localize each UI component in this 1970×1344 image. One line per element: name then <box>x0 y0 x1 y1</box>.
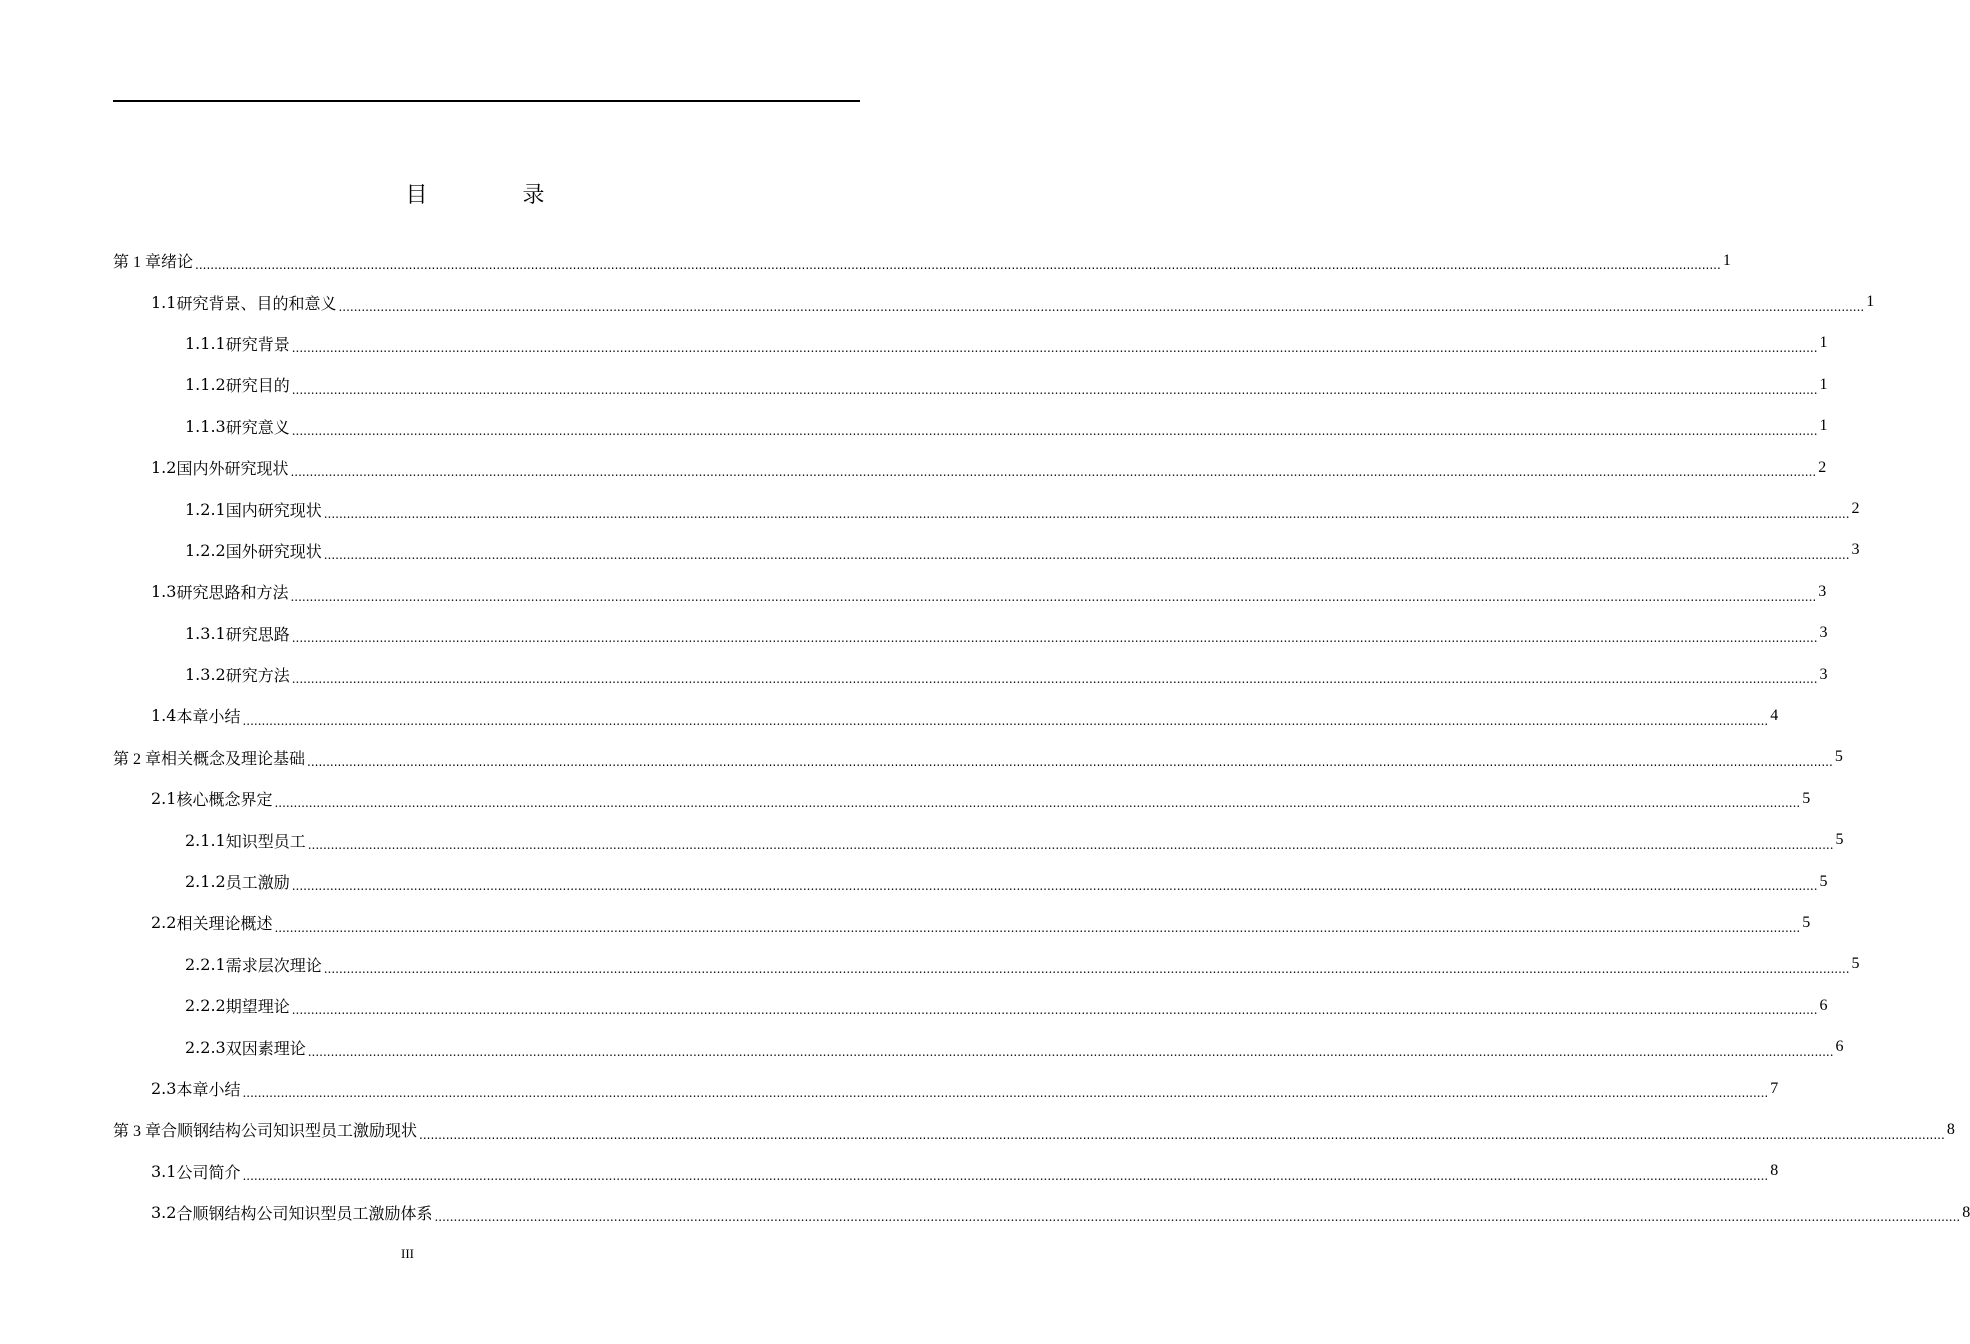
toc-entry-number: 1.2.2 <box>185 540 226 560</box>
toc-entry-page: 1 <box>1722 251 1731 269</box>
toc-entry[interactable] <box>113 406 1828 447</box>
toc-entry-number: 2.3 <box>151 1079 177 1098</box>
toc-entry-number: 第 3 章 <box>113 1123 162 1141</box>
toc-entry-label: 研究意义 <box>225 417 290 437</box>
toc-entry-page: 5 <box>1802 789 1811 807</box>
toc-entry-page: 2 <box>1818 458 1827 476</box>
toc-leader-dots: ................................................................................................................................................................................................................................................................................................................................................................................................................ <box>434 1210 1961 1225</box>
toc-entry[interactable] <box>113 944 1860 985</box>
toc-entry-number: 1.4 <box>151 706 177 726</box>
toc-entry-page: 7 <box>1770 1079 1779 1097</box>
toc-entry[interactable] <box>113 281 1875 322</box>
toc-leader-dots: ................................................................................................................................................................................................................................................................................................................................................................................................................ <box>419 1127 1945 1142</box>
toc-entry[interactable] <box>113 985 1828 1026</box>
toc-leader-dots: ................................................................................................................................................................................................................................................................................................................................................................................................................ <box>307 837 1834 852</box>
toc-entry-page: 5 <box>1835 831 1844 849</box>
toc-entry[interactable] <box>113 654 1828 695</box>
toc-entry-page: 3 <box>1819 665 1828 683</box>
toc-entry-number: 2.1.1 <box>185 830 226 850</box>
toc-entry-page: 8 <box>1962 1203 1970 1221</box>
toc-entry-label: 合顺钢结构公司知识型员工激励体系 <box>176 1204 433 1224</box>
toc-entry[interactable] <box>113 240 1731 281</box>
toc-entry-number: 1.1.2 <box>185 375 226 395</box>
toc-entry-page: 1 <box>1866 293 1875 311</box>
toc-entry[interactable] <box>113 819 1844 860</box>
toc-title: 目 录 <box>405 183 589 208</box>
toc-leader-dots: ................................................................................................................................................................................................................................................................................................................................................................................................................ <box>291 630 1818 645</box>
toc-leader-dots: ................................................................................................................................................................................................................................................................................................................................................................................................................ <box>195 258 1721 273</box>
header-rule <box>113 100 860 102</box>
toc-entry-label: 研究背景 <box>225 334 290 354</box>
toc-entry-label: 双因素理论 <box>225 1038 306 1058</box>
toc-entry-page: 3 <box>1851 541 1860 559</box>
toc-entry[interactable] <box>113 695 1779 736</box>
toc-leader-dots: ................................................................................................................................................................................................................................................................................................................................................................................................................ <box>242 1168 1769 1183</box>
toc-leader-dots: ................................................................................................................................................................................................................................................................................................................................................................................................................ <box>291 879 1818 894</box>
table-of-contents <box>113 240 1970 1233</box>
toc-entry-number: 第 2 章 <box>113 750 162 768</box>
toc-leader-dots: ................................................................................................................................................................................................................................................................................................................................................................................................................ <box>291 1003 1818 1018</box>
toc-entry-label: 相关理论概述 <box>176 914 273 934</box>
toc-entry-page: 5 <box>1834 748 1843 766</box>
toc-entry-number: 2.1 <box>151 789 177 809</box>
toc-leader-dots: ................................................................................................................................................................................................................................................................................................................................................................................................................ <box>242 1086 1769 1101</box>
toc-entry-label: 公司简介 <box>176 1162 241 1182</box>
toc-entry-number: 2.2 <box>151 913 177 933</box>
toc-entry-page: 5 <box>1802 913 1811 931</box>
toc-entry[interactable] <box>113 364 1828 405</box>
toc-entry[interactable] <box>113 1068 1779 1109</box>
toc-entry[interactable] <box>113 447 1827 488</box>
toc-entry-page: 6 <box>1819 996 1828 1014</box>
toc-leader-dots: ................................................................................................................................................................................................................................................................................................................................................................................................................ <box>290 589 1817 604</box>
toc-entry-number: 2.2.3 <box>185 1037 226 1057</box>
toc-entry-page: 3 <box>1819 624 1828 642</box>
toc-leader-dots: ................................................................................................................................................................................................................................................................................................................................................................................................................ <box>291 423 1818 438</box>
toc-entry-label: 知识型员工 <box>225 831 306 851</box>
toc-entry[interactable] <box>113 613 1828 654</box>
toc-leader-dots: ................................................................................................................................................................................................................................................................................................................................................................................................................ <box>274 796 1801 811</box>
toc-entry-number: 1.1 <box>151 292 177 312</box>
toc-entry-label: 国内研究现状 <box>225 500 322 520</box>
toc-leader-dots: ................................................................................................................................................................................................................................................................................................................................................................................................................ <box>290 465 1817 480</box>
toc-entry[interactable] <box>113 530 1860 571</box>
toc-leader-dots: ................................................................................................................................................................................................................................................................................................................................................................................................................ <box>291 382 1818 397</box>
toc-entry-label: 核心概念界定 <box>176 790 273 810</box>
toc-leader-dots: ................................................................................................................................................................................................................................................................................................................................................................................................................ <box>307 755 1833 770</box>
toc-entry-page: 4 <box>1770 706 1779 724</box>
toc-leader-dots: ................................................................................................................................................................................................................................................................................................................................................................................................................ <box>323 506 1850 521</box>
toc-entry[interactable] <box>113 902 1811 943</box>
toc-leader-dots: ................................................................................................................................................................................................................................................................................................................................................................................................................ <box>323 962 1850 977</box>
toc-entry-number: 1.1.3 <box>185 416 226 436</box>
toc-entry-number: 1.2.1 <box>185 499 226 519</box>
toc-entry-label: 国内外研究现状 <box>176 459 289 479</box>
toc-entry-label: 研究思路和方法 <box>176 583 289 603</box>
toc-leader-dots: ................................................................................................................................................................................................................................................................................................................................................................................................................ <box>291 341 1818 356</box>
toc-entry[interactable] <box>113 737 1843 778</box>
toc-entry-page: 1 <box>1819 334 1828 352</box>
toc-leader-dots: ................................................................................................................................................................................................................................................................................................................................................................................................................ <box>307 1044 1834 1059</box>
toc-leader-dots: ................................................................................................................................................................................................................................................................................................................................................................................................................ <box>242 713 1769 728</box>
toc-leader-dots: ................................................................................................................................................................................................................................................................................................................................................................................................................ <box>338 299 1865 314</box>
toc-entry-number: 1.3.1 <box>185 623 226 643</box>
toc-entry-number: 3.2 <box>151 1203 177 1223</box>
toc-entry-number: 第 1 章 <box>113 254 162 272</box>
toc-entry-page: 6 <box>1835 1038 1844 1056</box>
toc-entry[interactable] <box>113 571 1827 612</box>
toc-entry-number: 1.3.2 <box>185 665 226 685</box>
toc-leader-dots: ................................................................................................................................................................................................................................................................................................................................................................................................................ <box>291 672 1818 687</box>
toc-entry-label: 期望理论 <box>225 997 290 1017</box>
toc-entry-label: 国外研究现状 <box>225 541 322 561</box>
toc-leader-dots: ................................................................................................................................................................................................................................................................................................................................................................................................................ <box>323 548 1850 563</box>
toc-entry-page: 2 <box>1851 500 1860 518</box>
toc-entry-number: 1.3 <box>151 582 177 602</box>
toc-entry-page: 5 <box>1851 955 1860 973</box>
toc-entry-number: 2.2.1 <box>185 954 226 974</box>
toc-leader-dots: ................................................................................................................................................................................................................................................................................................................................................................................................................ <box>274 920 1801 935</box>
toc-entry-label: 研究目的 <box>225 376 290 396</box>
footer-page-number: III <box>401 1246 414 1261</box>
toc-entry[interactable] <box>113 323 1828 364</box>
toc-entry-page: 1 <box>1819 417 1828 435</box>
toc-entry-page: 8 <box>1770 1162 1779 1180</box>
toc-entry-label: 本章小结 <box>176 1080 241 1099</box>
toc-entry-label: 合顺钢结构公司知识型员工激励现状 <box>161 1121 418 1141</box>
toc-entry[interactable] <box>113 861 1828 902</box>
toc-entry-label: 研究思路 <box>225 624 290 644</box>
toc-entry-label: 研究方法 <box>225 666 290 686</box>
toc-entry-page: 5 <box>1819 872 1828 890</box>
toc-entry-page: 1 <box>1819 375 1828 393</box>
toc-entry-number: 2.2.2 <box>185 996 226 1016</box>
toc-entry[interactable] <box>113 488 1860 529</box>
toc-entry[interactable] <box>113 1109 1955 1150</box>
toc-entry-label: 研究背景、目的和意义 <box>176 293 337 313</box>
toc-entry-label: 本章小结 <box>176 707 241 727</box>
toc-entry-number: 1.1.1 <box>185 333 226 353</box>
toc-entry-number: 3.1 <box>151 1161 177 1181</box>
toc-entry[interactable] <box>113 1192 1970 1233</box>
toc-entry-number: 2.1.2 <box>185 872 226 892</box>
toc-entry-page: 3 <box>1818 582 1827 600</box>
toc-entry-label: 绪论 <box>161 252 194 272</box>
toc-entry[interactable] <box>113 778 1811 819</box>
toc-entry-label: 员工激励 <box>225 873 290 893</box>
toc-entry-label: 需求层次理论 <box>225 955 322 975</box>
toc-entry[interactable] <box>113 1151 1779 1192</box>
toc-entry[interactable] <box>113 1026 1844 1067</box>
toc-entry-page: 8 <box>1946 1120 1955 1138</box>
toc-entry-number: 1.2 <box>151 458 177 478</box>
toc-entry-label: 相关概念及理论基础 <box>161 748 306 768</box>
